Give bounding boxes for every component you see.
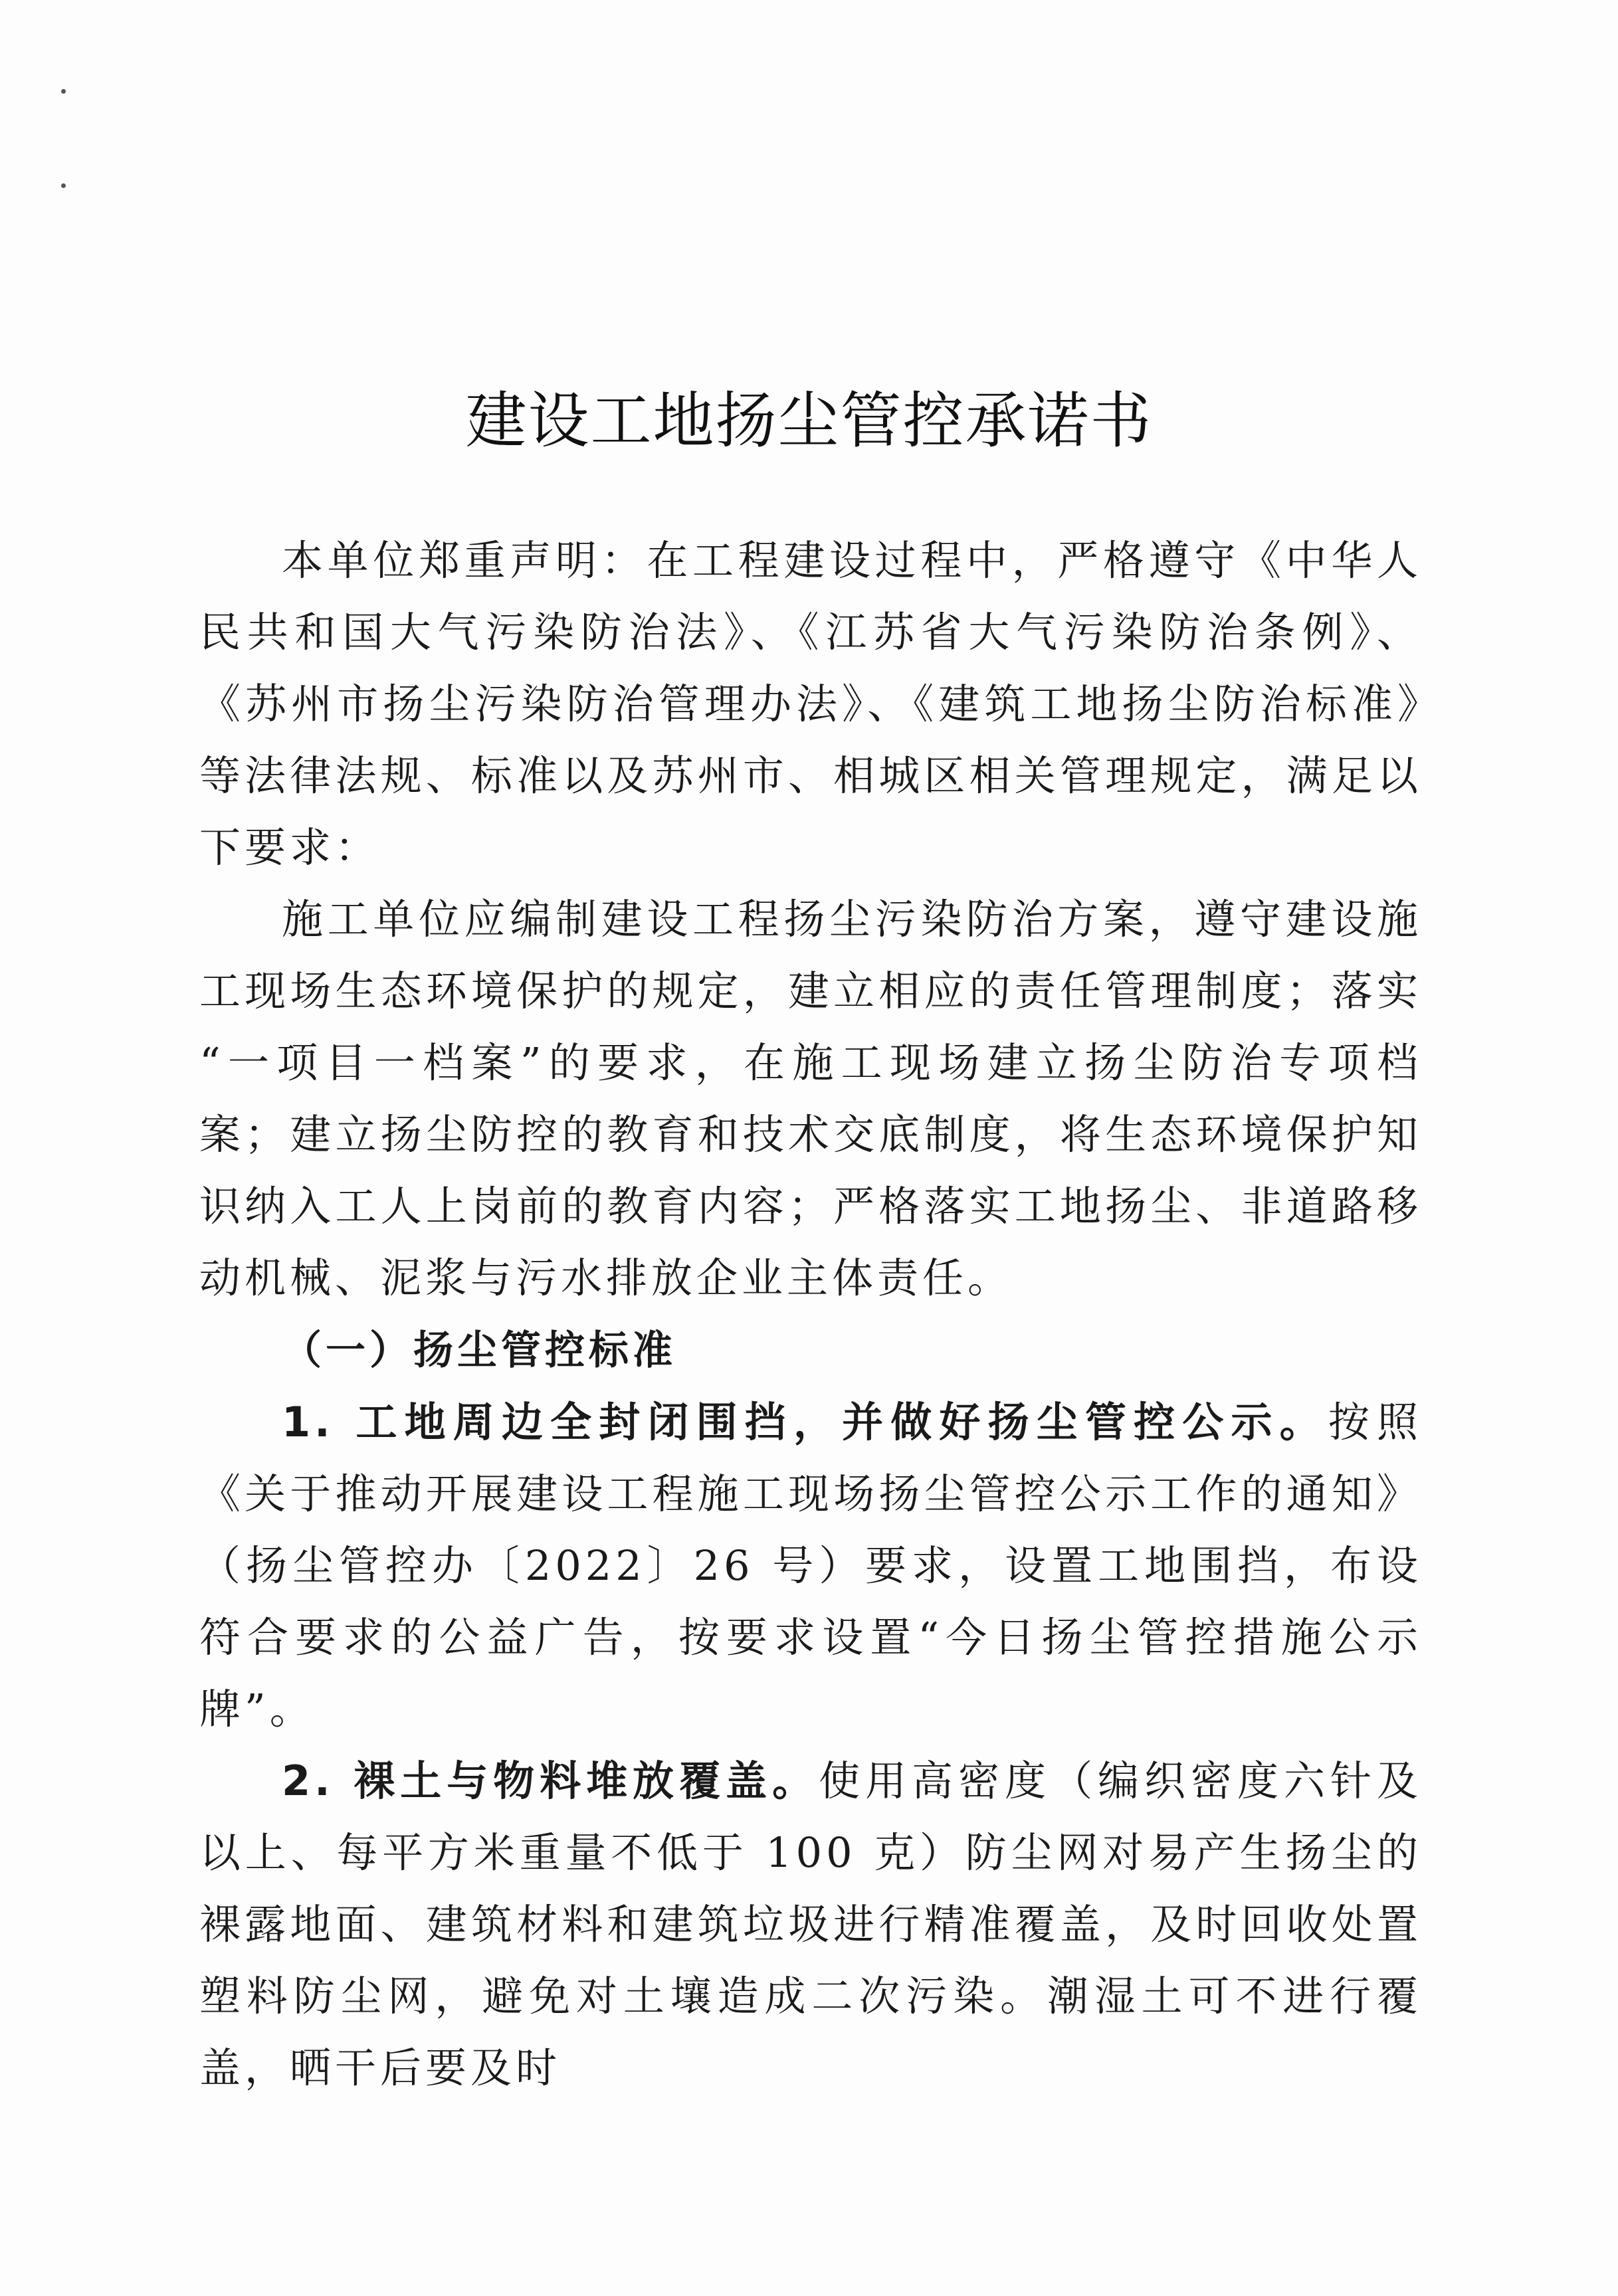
paragraph-responsibilities: 施工单位应编制建设工程扬尘污染防治方案，遵守建设施工现场生态环境保护的规定，建立相应的责任管理制度；落实 “一项目一档案”的要求，在施工现场建立扬尘防治专项档案；建立扬尘防控的教育和技术交底制度，将生态环境保护知识纳入工人上岗前的教育内容；严格落实工地扬尘、非道路移动机械、泥浆与污水排放企业主体责任。 xyxy=(199,895,1422,1302)
section-heading xyxy=(199,1314,1422,1387)
document-body xyxy=(199,525,1422,2104)
item-1-text: 按照《关于推动开展建设工程施工现场扬尘管控公示工作的通知》（扬尘管控办〔2022〕26 号）要求，设置工地围挡，布设符合要求的公益广告，按要求设置“今日扬尘管控措施公示牌”。 xyxy=(199,1398,1422,1733)
item-2-text: 使用高密度（编织密度六针及以上、每平方米重量不低于 100 克）防尘网对易产生扬尘的裸露地面、建筑材料和建筑垃圾进行精准覆盖，及时回收处置塑料防尘网，避免对土壤造成二次污染。潮湿土可不进行覆盖，晒干后要及时 xyxy=(199,1757,1422,2092)
document-title: 建设工地扬尘管控承诺书 xyxy=(465,385,1153,456)
scan-mark xyxy=(61,89,66,94)
item-2-lead: 2. 裸土与物料堆放覆盖。 xyxy=(282,1757,819,1805)
item-1 xyxy=(199,1387,1422,1745)
paragraph-declaration: 本单位郑重声明：在工程建设过程中，严格遵守《中华人民共和国大气污染防治法》、《江苏省大气污染防治条例》、《苏州市扬尘污染防治管理办法》、《建筑工地扬尘防治标准》等法律法规、标准以及苏州市、相城区相关管理规定，满足以下要求： xyxy=(199,536,1422,872)
scan-mark xyxy=(61,183,66,188)
item-2 xyxy=(199,1745,1422,2104)
section-heading-text: （一）扬尘管控标准 xyxy=(282,1327,676,1374)
item-1-lead: 1. 工地周边全封闭围挡，并做好扬尘管控公示。 xyxy=(282,1398,1328,1446)
